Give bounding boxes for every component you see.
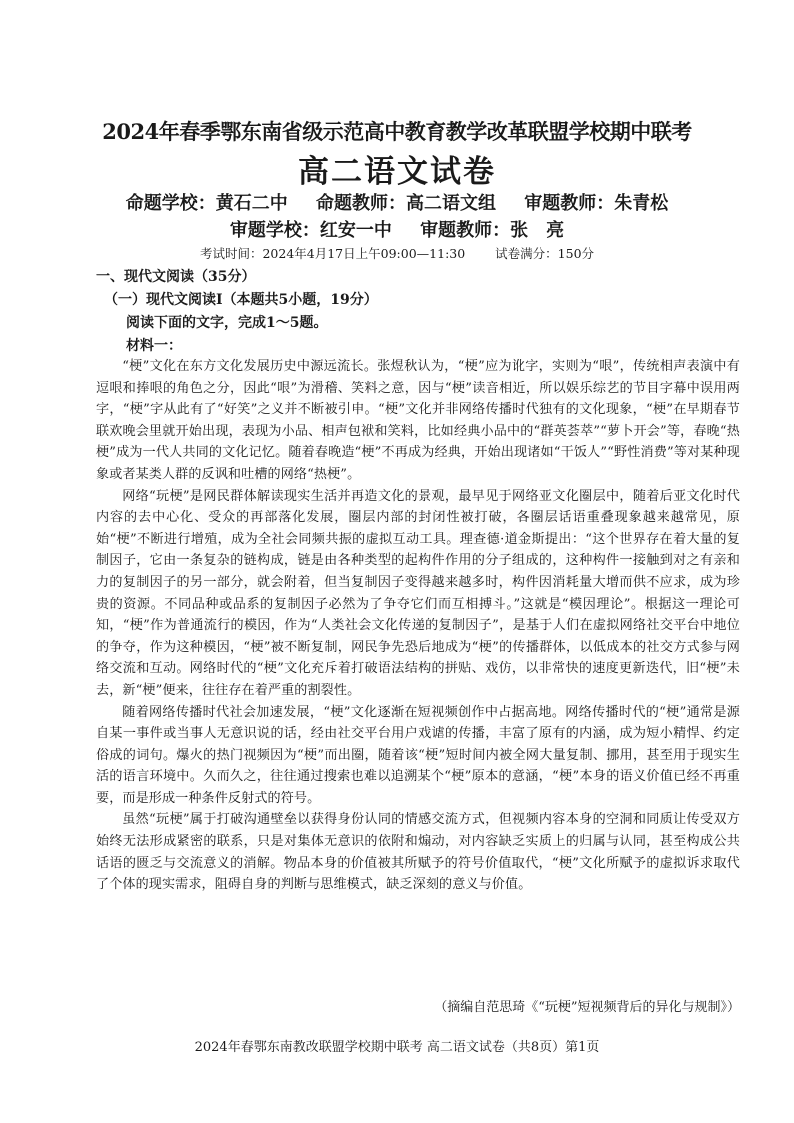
passage-paragraph: 虽然“玩梗”属于打破沟通壁垒以获得身份认同的情感交流方式，但视频内容本身的空洞和同质让传受双方始终无法形成紧密的联系，只是对集体无意识的依附和煽动，对内容缺乏实质上的归属与认同，甚至构成公共话语的匮乏与交流意义的消解。物品本身的价值被其所赋予的符号价值取代，“梗”文化所赋予的虚拟诉求取代了个体的现实需求，阻碍自身的判断与思维模式，缺乏深刻的意义与价值。 [96,812,740,893]
exam-title: 2024年春季鄂东南省级示范高中教育教学改革联盟学校期中联考 [102,119,692,144]
reviewer-school: 审题学校：红安一中 [229,220,392,241]
passage-paragraph: 网络“玩梗”是网民群体解读现实生活并再造文化的景观，最早见于网络亚文化圈层中，随着后亚文化时代内容的去中心化、受众的再部落化发展，圈层内部的封闭性被打破，各圈层话语重叠现象越来越常见，原始“梗”不断进行增殖，成为全社会同频共振的虚拟互动工具。理查德·道金斯提出：“这个世界存在着大量的复制因子，它由一条复杂的链构成，链是由各种类型的起构件作用的分子组成的，这种构件一接触到对之有亲和力的复制因子的另一部分，就会附着，但当复制因子变得越来越多时，构件因消耗量大增而供不应求，成为珍贵的资源。不同品种或品系的复制因子必然为了争夺它们而互相搏斗。”这就是“模因理论”。根据这一理论可知，“梗”作为普通流行的模因，作为“人类社会文化传递的复制因子”，是基于人们在虚拟网络社交平台中地位的争夺，作为这种模因，“梗”被不断复制，网民争先恐后地成为“梗”的传播群体，以低成本的社交方式参与网络交流和互动。网络时代的“梗”文化充斥着打破语法结构的拼贴、戏仿，以非常快的速度更新迭代，旧“梗”未去，新“梗”便来，往往存在着严重的割裂性。 [96,488,740,698]
subject-title: 高二语文试卷 [298,154,496,190]
passage-paragraph: “梗”文化在东方文化发展历史中源远流长。张煜秋认为，“梗”应为讹字，实则为“哏”，传统相声表演中有逗哏和捧哏的角色之分，因此“哏”为滑稽、笑料之意，因与“梗”读音相近，所以娱乐综艺的节目字幕中误用两字，“梗”字从此有了“好笑”之义并不断被引申。“梗”文化并非网络传播时代独有的文化现象，“梗”在早期春节联欢晚会里就开始出现，表现为小品、相声包袱和笑料，比如经典小品中的“群英荟萃”“萝卜开会”等，春晚“热梗”成为一代人共同的文化记忆。随着春晚造“梗”不再成为经典，开始出现诸如“干饭人”“野性消费”等对某种现象或者某类人群的反讽和吐槽的网络“热梗”。 [96,359,740,482]
section-title: 一、现代文阅读（35分） [96,269,256,285]
staff-line-2 [0,216,794,242]
staff-line-1 [0,189,794,215]
subsection-title: （一）现代文阅读Ⅰ（本题共5小题，19分） [104,292,378,308]
setter-teacher: 命题教师：高二语文组 [316,193,496,214]
reviewer-teacher-1: 审题教师：朱青松 [524,193,669,214]
source-citation: （摘编自范思琦《“玩梗”短视频背后的异化与规制》） [434,1000,740,1015]
exam-meta [0,244,794,262]
setter-school: 命题学校：黄石二中 [125,193,288,214]
reviewer-teacher-2: 审题教师：张 亮 [420,220,565,241]
page-footer: 2024年春鄂东南教改联盟学校期中联考 高二语文试卷（共8页）第1页 [194,1040,600,1055]
passage-paragraph: 随着网络传播时代社会加速发展，“梗”文化逐渐在短视频创作中占据高地。网络传播时代的“梗”通常是源自某一事件或当事人无意识说的话，经由社交平台用户戏谑的传播，丰富了原有的内涵，成为短小精悍、约定俗成的词句。爆火的热门视频因为“梗”而出圈，随着该“梗”短时间内被全网大量复制、挪用，甚至用于现实生活的语言环境中。久而久之，往往通过搜索也难以追溯某个“梗”原本的意涵，“梗”本身的语义价值已经不再重要，而是形成一种条件反射式的符号。 [96,704,740,806]
reading-passage [96,356,740,896]
exam-time: 考试时间：2024年4月17日上午09:00—11:30 [199,246,466,261]
reading-instruction: 阅读下面的文字，完成1～5题。 [126,315,328,331]
material-label: 材料一： [126,338,182,354]
full-score: 试卷满分：150分 [495,246,595,261]
